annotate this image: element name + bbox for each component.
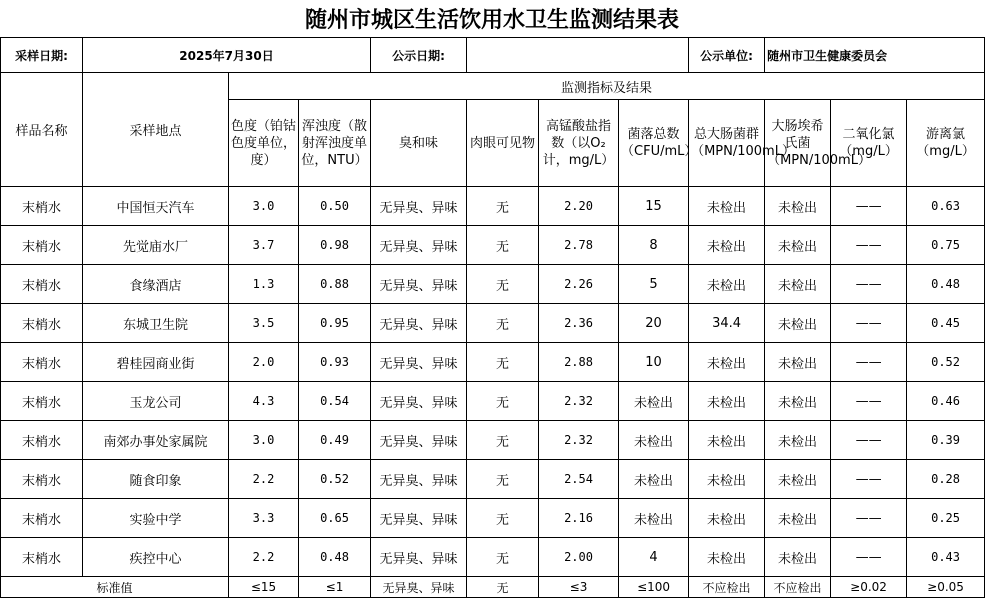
cell-clo2: —— bbox=[831, 343, 907, 382]
publisher-value: 随州市卫生健康委员会 bbox=[765, 38, 985, 73]
cell-clo2: —— bbox=[831, 538, 907, 577]
table-row bbox=[1, 538, 985, 577]
cell-site: 中国恒天汽车 bbox=[83, 187, 229, 226]
cell-visible: 无 bbox=[467, 499, 539, 538]
cell-visible: 无 bbox=[467, 421, 539, 460]
cell-turbidity: 0.50 bbox=[299, 187, 371, 226]
table-row bbox=[1, 187, 985, 226]
cell-visible: 无 bbox=[467, 460, 539, 499]
cell-colony: 4 bbox=[619, 538, 689, 577]
cell-site: 实验中学 bbox=[83, 499, 229, 538]
cell-coliform: 未检出 bbox=[689, 187, 765, 226]
cell-cod: 2.78 bbox=[539, 226, 619, 265]
cell-site: 随食印象 bbox=[83, 460, 229, 499]
cell-cod: 2.32 bbox=[539, 382, 619, 421]
cell-odor: 无异臭、异味 bbox=[371, 421, 467, 460]
cell-name: 末梢水 bbox=[1, 265, 83, 304]
cell-color: 3.7 bbox=[229, 226, 299, 265]
standard-odor: 无异臭、异味 bbox=[371, 577, 467, 598]
cell-name: 末梢水 bbox=[1, 382, 83, 421]
cell-coliform: 未检出 bbox=[689, 499, 765, 538]
cell-visible: 无 bbox=[467, 343, 539, 382]
table-row bbox=[1, 343, 985, 382]
standard-color: ≤15 bbox=[229, 577, 299, 598]
cell-site: 先觉庙水厂 bbox=[83, 226, 229, 265]
header-coliform: 总大肠菌群（MPN/100mL） bbox=[689, 100, 765, 187]
cell-coliform: 未检出 bbox=[689, 343, 765, 382]
cell-color: 3.0 bbox=[229, 421, 299, 460]
monitoring-table bbox=[0, 37, 985, 598]
cell-site: 碧桂园商业街 bbox=[83, 343, 229, 382]
cell-cod: 2.00 bbox=[539, 538, 619, 577]
cell-colony: 15 bbox=[619, 187, 689, 226]
cell-colony: 未检出 bbox=[619, 460, 689, 499]
cell-ecoli: 未检出 bbox=[765, 460, 831, 499]
cell-coliform: 未检出 bbox=[689, 265, 765, 304]
table-row bbox=[1, 499, 985, 538]
cell-coliform: 34.4 bbox=[689, 304, 765, 343]
header-site: 采样地点 bbox=[83, 73, 229, 187]
cell-chlorine: 0.46 bbox=[907, 382, 985, 421]
cell-cod: 2.16 bbox=[539, 499, 619, 538]
cell-visible: 无 bbox=[467, 538, 539, 577]
cell-odor: 无异臭、异味 bbox=[371, 304, 467, 343]
cell-ecoli: 未检出 bbox=[765, 187, 831, 226]
cell-color: 3.3 bbox=[229, 499, 299, 538]
cell-odor: 无异臭、异味 bbox=[371, 343, 467, 382]
cell-clo2: —— bbox=[831, 460, 907, 499]
standard-coliform: 不应检出 bbox=[689, 577, 765, 598]
cell-colony: 10 bbox=[619, 343, 689, 382]
cell-ecoli: 未检出 bbox=[765, 265, 831, 304]
cell-turbidity: 0.48 bbox=[299, 538, 371, 577]
header-clo2: 二氧化氯（mg/L） bbox=[831, 100, 907, 187]
header-color: 色度（铂钴色度单位，度） bbox=[229, 100, 299, 187]
sample-date-value: 2025年7月30日 bbox=[83, 38, 371, 73]
cell-visible: 无 bbox=[467, 304, 539, 343]
table-row bbox=[1, 382, 985, 421]
table-row bbox=[1, 304, 985, 343]
cell-ecoli: 未检出 bbox=[765, 499, 831, 538]
cell-turbidity: 0.95 bbox=[299, 304, 371, 343]
publish-date-label: 公示日期: bbox=[371, 38, 467, 73]
header-turbidity: 浑浊度（散射浑浊度单位，NTU） bbox=[299, 100, 371, 187]
cell-colony: 20 bbox=[619, 304, 689, 343]
cell-chlorine: 0.43 bbox=[907, 538, 985, 577]
standard-turbidity: ≤1 bbox=[299, 577, 371, 598]
cell-chlorine: 0.75 bbox=[907, 226, 985, 265]
standard-chlorine: ≥0.05 bbox=[907, 577, 985, 598]
cell-site: 南郊办事处家属院 bbox=[83, 421, 229, 460]
cell-name: 末梢水 bbox=[1, 460, 83, 499]
cell-turbidity: 0.93 bbox=[299, 343, 371, 382]
header-cod: 高锰酸盐指数（以O₂计，mg/L） bbox=[539, 100, 619, 187]
standard-clo2: ≥0.02 bbox=[831, 577, 907, 598]
table-row bbox=[1, 460, 985, 499]
header-ecoli: 大肠埃希氏菌（MPN/100mL） bbox=[765, 100, 831, 187]
cell-clo2: —— bbox=[831, 382, 907, 421]
cell-name: 末梢水 bbox=[1, 499, 83, 538]
cell-turbidity: 0.49 bbox=[299, 421, 371, 460]
header-visible: 肉眼可见物 bbox=[467, 100, 539, 187]
group-header-row bbox=[1, 73, 985, 100]
cell-ecoli: 未检出 bbox=[765, 421, 831, 460]
cell-color: 2.0 bbox=[229, 343, 299, 382]
cell-odor: 无异臭、异味 bbox=[371, 538, 467, 577]
cell-coliform: 未检出 bbox=[689, 460, 765, 499]
cell-color: 2.2 bbox=[229, 460, 299, 499]
cell-colony: 未检出 bbox=[619, 382, 689, 421]
cell-ecoli: 未检出 bbox=[765, 538, 831, 577]
cell-colony: 5 bbox=[619, 265, 689, 304]
header-odor: 臭和味 bbox=[371, 100, 467, 187]
cell-colony: 未检出 bbox=[619, 421, 689, 460]
cell-cod: 2.26 bbox=[539, 265, 619, 304]
page-title: 随州市城区生活饮用水卫生监测结果表 bbox=[304, 7, 679, 33]
cell-odor: 无异臭、异味 bbox=[371, 226, 467, 265]
cell-clo2: —— bbox=[831, 421, 907, 460]
cell-name: 末梢水 bbox=[1, 187, 83, 226]
cell-cod: 2.36 bbox=[539, 304, 619, 343]
publish-date-value bbox=[467, 38, 689, 73]
cell-clo2: —— bbox=[831, 265, 907, 304]
sample-date-label: 采样日期: bbox=[1, 38, 83, 73]
cell-ecoli: 未检出 bbox=[765, 304, 831, 343]
cell-turbidity: 0.88 bbox=[299, 265, 371, 304]
cell-odor: 无异臭、异味 bbox=[371, 460, 467, 499]
cell-odor: 无异臭、异味 bbox=[371, 187, 467, 226]
cell-clo2: —— bbox=[831, 499, 907, 538]
table-row bbox=[1, 421, 985, 460]
cell-cod: 2.54 bbox=[539, 460, 619, 499]
standard-ecoli: 不应检出 bbox=[765, 577, 831, 598]
cell-cod: 2.20 bbox=[539, 187, 619, 226]
cell-clo2: —— bbox=[831, 226, 907, 265]
cell-name: 末梢水 bbox=[1, 343, 83, 382]
cell-turbidity: 0.52 bbox=[299, 460, 371, 499]
cell-chlorine: 0.45 bbox=[907, 304, 985, 343]
cell-chlorine: 0.48 bbox=[907, 265, 985, 304]
cell-cod: 2.32 bbox=[539, 421, 619, 460]
cell-site: 东城卫生院 bbox=[83, 304, 229, 343]
info-row bbox=[1, 38, 985, 73]
standard-visible: 无 bbox=[467, 577, 539, 598]
cell-name: 末梢水 bbox=[1, 538, 83, 577]
standard-label: 标准值 bbox=[1, 577, 229, 598]
standard-colony: ≤100 bbox=[619, 577, 689, 598]
cell-odor: 无异臭、异味 bbox=[371, 265, 467, 304]
cell-ecoli: 未检出 bbox=[765, 343, 831, 382]
table-row bbox=[1, 265, 985, 304]
cell-colony: 未检出 bbox=[619, 499, 689, 538]
cell-turbidity: 0.54 bbox=[299, 382, 371, 421]
table-row bbox=[1, 226, 985, 265]
header-chlorine: 游离氯（mg/L） bbox=[907, 100, 985, 187]
cell-coliform: 未检出 bbox=[689, 421, 765, 460]
cell-odor: 无异臭、异味 bbox=[371, 382, 467, 421]
cell-chlorine: 0.28 bbox=[907, 460, 985, 499]
cell-clo2: —— bbox=[831, 304, 907, 343]
cell-cod: 2.88 bbox=[539, 343, 619, 382]
cell-ecoli: 未检出 bbox=[765, 226, 831, 265]
cell-turbidity: 0.65 bbox=[299, 499, 371, 538]
cell-coliform: 未检出 bbox=[689, 538, 765, 577]
publisher-label: 公示单位: bbox=[689, 38, 765, 73]
group-header: 监测指标及结果 bbox=[229, 73, 985, 100]
cell-color: 2.2 bbox=[229, 538, 299, 577]
cell-visible: 无 bbox=[467, 265, 539, 304]
cell-coliform: 未检出 bbox=[689, 382, 765, 421]
header-colony: 菌落总数（CFU/mL） bbox=[619, 100, 689, 187]
cell-color: 1.3 bbox=[229, 265, 299, 304]
cell-odor: 无异臭、异味 bbox=[371, 499, 467, 538]
header-sample-name: 样品名称 bbox=[1, 73, 83, 187]
cell-site: 疾控中心 bbox=[83, 538, 229, 577]
cell-name: 末梢水 bbox=[1, 421, 83, 460]
cell-name: 末梢水 bbox=[1, 304, 83, 343]
cell-coliform: 未检出 bbox=[689, 226, 765, 265]
cell-color: 3.0 bbox=[229, 187, 299, 226]
table-body bbox=[1, 187, 985, 577]
cell-ecoli: 未检出 bbox=[765, 382, 831, 421]
cell-site: 玉龙公司 bbox=[83, 382, 229, 421]
standard-row bbox=[1, 577, 985, 598]
cell-chlorine: 0.63 bbox=[907, 187, 985, 226]
cell-visible: 无 bbox=[467, 187, 539, 226]
cell-visible: 无 bbox=[467, 226, 539, 265]
standard-cod: ≤3 bbox=[539, 577, 619, 598]
cell-chlorine: 0.39 bbox=[907, 421, 985, 460]
cell-color: 3.5 bbox=[229, 304, 299, 343]
cell-chlorine: 0.25 bbox=[907, 499, 985, 538]
cell-clo2: —— bbox=[831, 187, 907, 226]
cell-visible: 无 bbox=[467, 382, 539, 421]
cell-chlorine: 0.52 bbox=[907, 343, 985, 382]
cell-colony: 8 bbox=[619, 226, 689, 265]
cell-color: 4.3 bbox=[229, 382, 299, 421]
cell-turbidity: 0.98 bbox=[299, 226, 371, 265]
cell-name: 末梢水 bbox=[1, 226, 83, 265]
cell-site: 食缘酒店 bbox=[83, 265, 229, 304]
